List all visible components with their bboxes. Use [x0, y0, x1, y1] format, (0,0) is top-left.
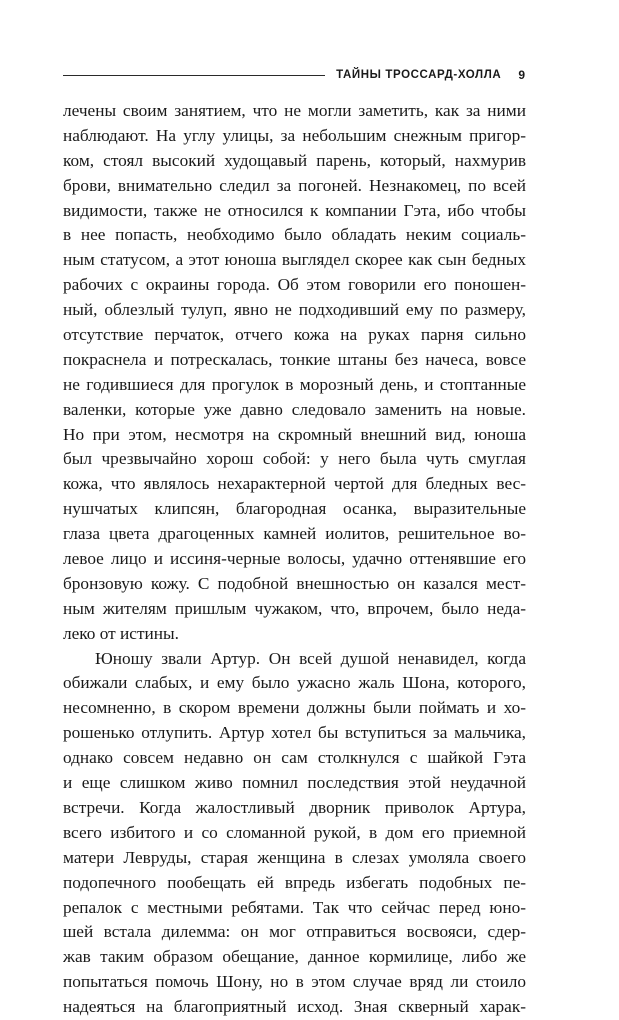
page-number: 9: [518, 68, 525, 82]
text-line: несомненно, в скором времени должны были поймать и хо-: [63, 698, 526, 718]
paragraph: [63, 99, 526, 647]
text-line: был чрезвычайно хорош собой: у него была чуть смуглая: [63, 449, 526, 469]
header-rule: [63, 75, 325, 76]
text-line: Юношу звали Артур. Он всей душой ненавидел, когда: [95, 648, 526, 668]
text-line: видимости, также не относился к компании Гэта, ибо чтобы: [63, 200, 526, 220]
text-line: не годившиеся для прогулок в морозный день, и стоптанные: [63, 374, 526, 394]
text-line: ным статусом, а этот юноша выглядел скорее как сын бедных: [63, 250, 526, 270]
text-line: встречи. Когда жалостливый дворник приволок Артура,: [63, 797, 526, 817]
text-line: бронзовую кожу. С подобной внешностью он казался мест-: [63, 573, 526, 593]
text-line: покраснела и потрескалась, тонкие штаны без начеса, вовсе: [63, 349, 526, 369]
text-line: шей встала дилемма: он мог отправиться восвояси, сдер-: [63, 922, 526, 942]
text-line: подопечного пообещать ей впредь избегать подобных пе-: [63, 872, 526, 892]
text-line: попытаться помочь Шону, но в этом случае вряд ли стоило: [63, 972, 526, 992]
text-line: нушчатых клипсян, благородная осанка, выразительные: [63, 499, 526, 519]
text-line: в нее попасть, необходимо было обладать неким социаль-: [63, 225, 526, 245]
text-line: ком, стоял высокий худощавый парень, который, нахмурив: [63, 150, 526, 170]
text-line: наблюдают. На углу улицы, за небольшим снежным пригор-: [63, 125, 526, 145]
text-line: матери Левруды, старая женщина в слезах умоляла своего: [63, 847, 526, 867]
text-line: Но при этом, несмотря на скромный внешний вид, юноша: [63, 424, 526, 444]
text-line: жав таким образом обещание, данное кормилице, либо же: [63, 947, 526, 967]
text-line: надеяться на благоприятный исход. Зная скверный харак-: [63, 997, 526, 1017]
text-line: обижали слабых, и ему было ужасно жаль Шона, которого,: [63, 673, 526, 693]
text-line: и еще слишком живо помнил последствия этой неудачной: [63, 773, 526, 793]
running-title: ТАЙНЫ ТРОССАРД-ХОЛЛА: [336, 69, 502, 81]
text-line: валенки, которые уже давно следовало заменить на новые.: [63, 399, 526, 419]
text-line: ным жителям пришлым чужаком, что, впрочем, было неда-: [63, 598, 526, 618]
paragraph: [63, 647, 526, 1020]
text-line: рабочих с окраины города. Об этом говорили его поношен-: [63, 275, 526, 295]
text-line: левое лицо и иссиня-черные волосы, удачно оттенявшие его: [63, 549, 526, 569]
text-line: брови, внимательно следил за погоней. Незнакомец, по всей: [63, 175, 526, 195]
text-line: кожа, что являлось нехарактерной чертой для бледных вес-: [63, 474, 526, 494]
text-line: глаза цвета драгоценных камней иолитов, решительное во-: [63, 524, 526, 544]
text-line: лечены своим занятием, что не могли заметить, как за ними: [63, 101, 526, 120]
running-header: [63, 64, 525, 86]
text-line: отсутствие перчаток, отчего кожа на руках парня сильно: [63, 325, 526, 345]
text-line: рошенько отлупить. Артур хотел бы вступиться за мальчика,: [63, 723, 526, 743]
body-text: [63, 99, 526, 1020]
text-line: ный, облезлый тулуп, явно не подходивший ему по размеру,: [63, 300, 526, 320]
text-line: всего избитого и со сломанной рукой, в дом его приемной: [63, 822, 526, 842]
text-line: леко от истины.: [63, 623, 179, 643]
text-line: однако совсем недавно он сам столкнулся с шайкой Гэта: [63, 748, 526, 768]
text-line: репалок с местными ребятами. Так что сейчас перед юно-: [63, 897, 526, 917]
